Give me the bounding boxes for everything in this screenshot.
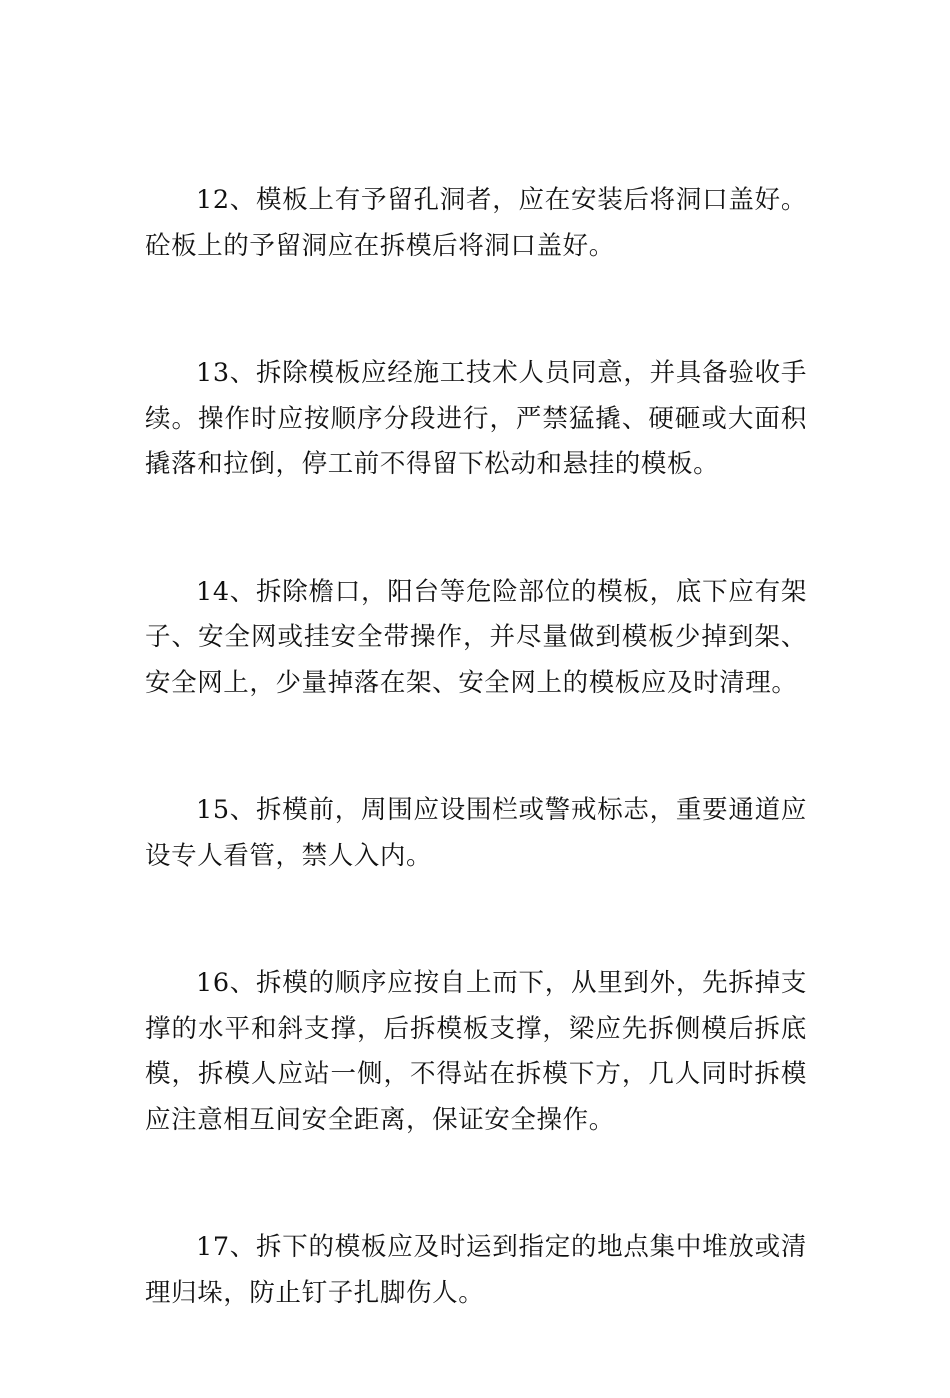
paragraph-17: 17、拆下的模板应及时运到指定的地点集中堆放或清理归垛，防止钉子扎脚伤人。	[145, 1232, 807, 1308]
paragraph-13: 13、拆除模板应经施工技术人员同意，并具备验收手续。操作时应按顺序分段进行，严禁猛撬、硬砸或大面积撬落和拉倒，停工前不得留下松动和悬挂的模板。	[145, 358, 807, 479]
paragraph-16: 16、拆模的顺序应按自上而下，从里到外，先拆掉支撑的水平和斜支撑，后拆模板支撑，梁应先拆侧模后拆底模，拆模人应站一侧，不得站在拆模下方，几人同时拆模应注意相互间安全距离，保证安全操作。	[145, 968, 807, 1135]
paragraph-14: 14、拆除檐口，阳台等危险部位的模板，底下应有架子、安全网或挂安全带操作，并尽量做到模板少掉到架、安全网上，少量掉落在架、安全网上的模板应及时清理。	[145, 576, 807, 698]
paragraph-12: 12、模板上有予留孔洞者，应在安装后将洞口盖好。砼板上的予留洞应在拆模后将洞口盖好。	[145, 185, 807, 261]
document-body	[145, 178, 807, 1398]
paragraph-15: 15、拆模前，周围应设围栏或警戒标志，重要通道应设专人看管，禁人入内。	[145, 795, 807, 871]
